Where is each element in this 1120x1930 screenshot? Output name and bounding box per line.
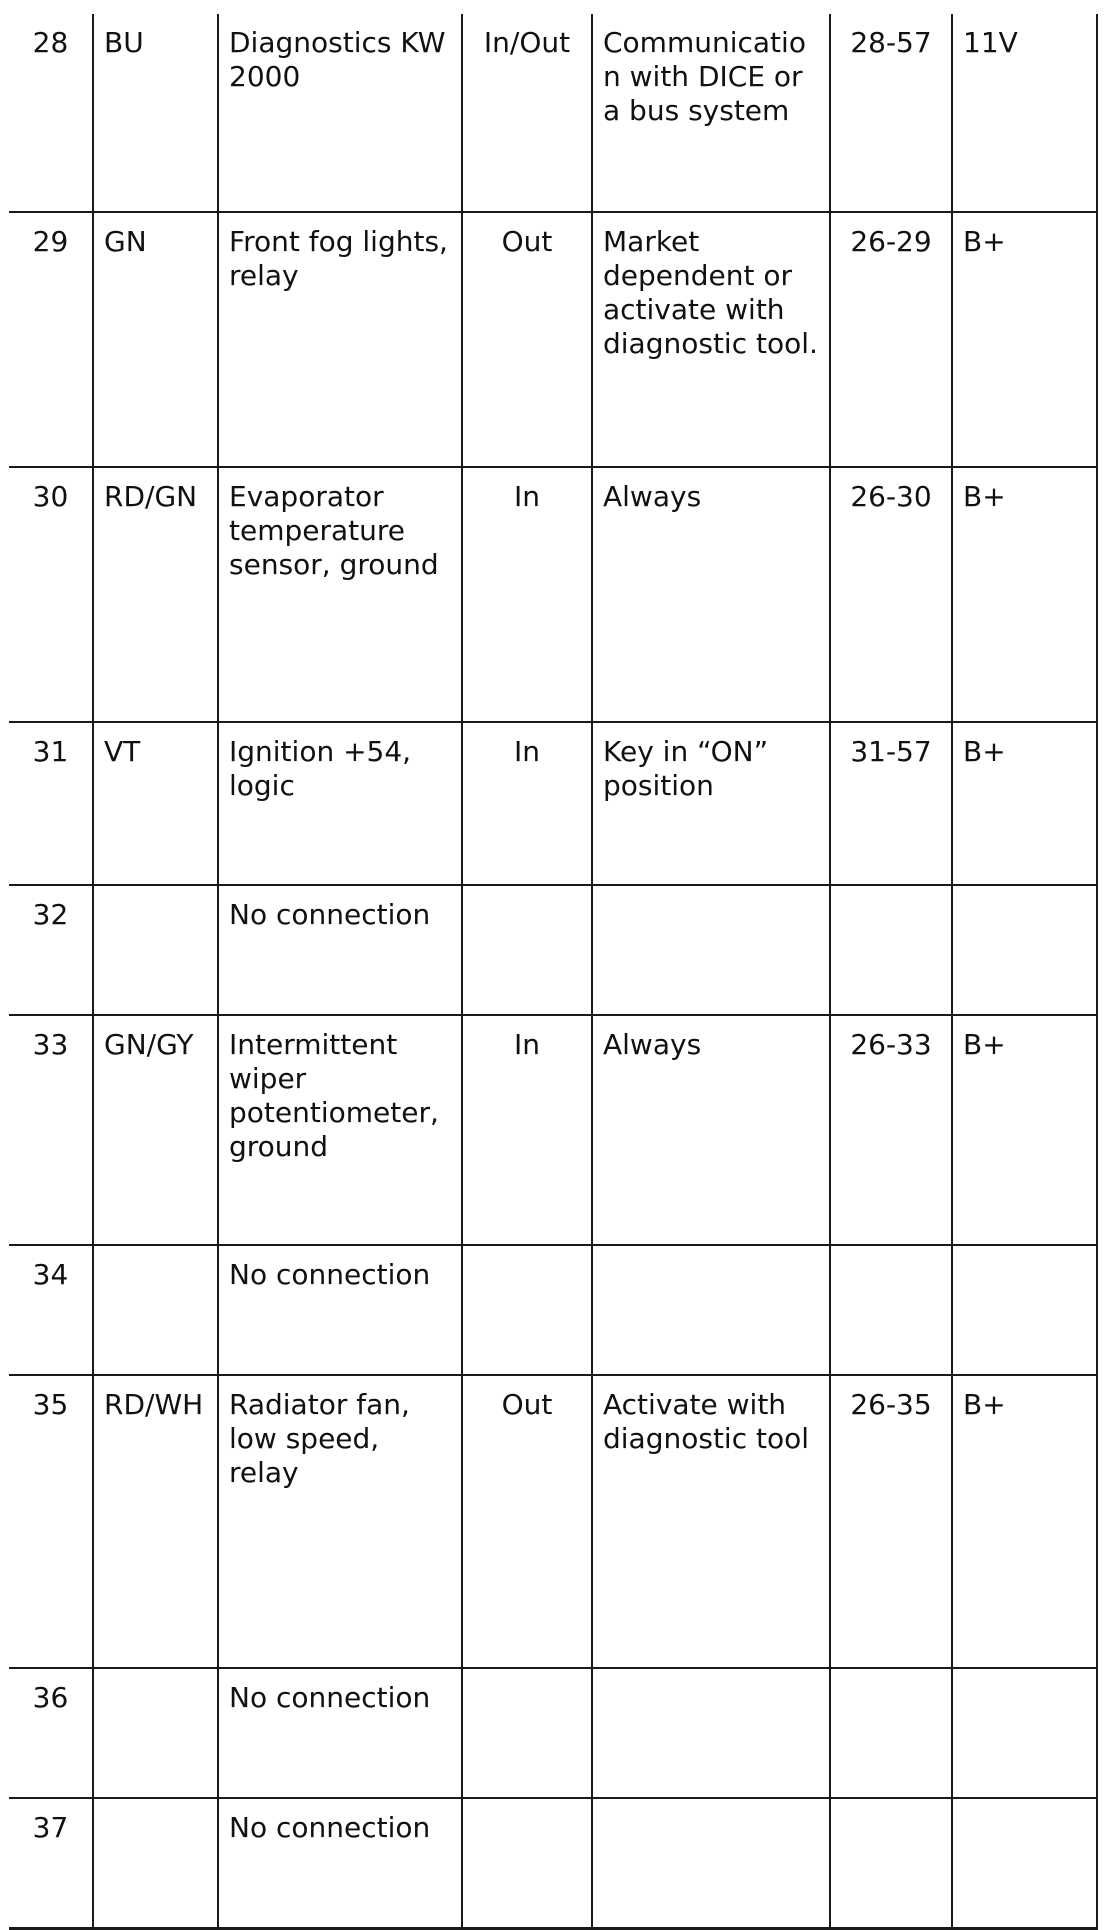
- direction-cell: Out: [462, 212, 592, 467]
- wire-color-cell: BU: [93, 14, 218, 212]
- measure-points-cell: [830, 885, 952, 1015]
- pin-number-cell: 36: [9, 1668, 93, 1798]
- wire-color-cell: [93, 1668, 218, 1798]
- condition-cell: [592, 1668, 830, 1798]
- table-row: [9, 1245, 1097, 1375]
- condition-cell: Key in “ON” position: [592, 722, 830, 885]
- measure-points-cell: 28-57: [830, 14, 952, 212]
- pin-number-cell: 32: [9, 885, 93, 1015]
- direction-cell: In: [462, 467, 592, 722]
- wire-color-cell: [93, 1245, 218, 1375]
- function-cell: Intermittent wiper potentiometer, ground: [218, 1015, 462, 1245]
- condition-cell: Market dependent or activate with diagnostic tool.: [592, 212, 830, 467]
- value-cell: [952, 1245, 1097, 1375]
- pin-number-cell: 30: [9, 467, 93, 722]
- direction-cell: [462, 1668, 592, 1798]
- value-cell: [952, 1798, 1097, 1928]
- condition-cell: Communication with DICE or a bus system: [592, 14, 830, 212]
- measure-points-cell: 26-30: [830, 467, 952, 722]
- function-cell: No connection: [218, 885, 462, 1015]
- value-cell: B+: [952, 212, 1097, 467]
- value-cell: B+: [952, 1015, 1097, 1245]
- measure-points-cell: 26-29: [830, 212, 952, 467]
- measure-points-cell: 26-33: [830, 1015, 952, 1245]
- value-cell: [952, 885, 1097, 1015]
- value-cell: B+: [952, 1375, 1097, 1668]
- function-cell: Front fog lights, relay: [218, 212, 462, 467]
- wire-color-cell: [93, 1798, 218, 1928]
- wire-color-cell: RD/GN: [93, 467, 218, 722]
- pin-number-cell: 35: [9, 1375, 93, 1668]
- table-row: [9, 1798, 1097, 1928]
- condition-cell: [592, 885, 830, 1015]
- table-row: [9, 885, 1097, 1015]
- table-row: [9, 14, 1097, 212]
- measure-points-cell: [830, 1668, 952, 1798]
- value-cell: 11V: [952, 14, 1097, 212]
- measure-points-cell: [830, 1245, 952, 1375]
- wire-color-cell: GN/GY: [93, 1015, 218, 1245]
- pin-number-cell: 33: [9, 1015, 93, 1245]
- direction-cell: In: [462, 722, 592, 885]
- table-row: [9, 722, 1097, 885]
- measure-points-cell: [830, 1798, 952, 1928]
- function-cell: Diagnostics KW 2000: [218, 14, 462, 212]
- pin-number-cell: 37: [9, 1798, 93, 1928]
- direction-cell: In/Out: [462, 14, 592, 212]
- pin-table-body: [9, 14, 1097, 1928]
- wire-color-cell: GN: [93, 212, 218, 467]
- value-cell: B+: [952, 722, 1097, 885]
- value-cell: B+: [952, 467, 1097, 722]
- function-cell: No connection: [218, 1668, 462, 1798]
- condition-cell: Activate with diagnostic tool: [592, 1375, 830, 1668]
- function-cell: No connection: [218, 1245, 462, 1375]
- measure-points-cell: 31-57: [830, 722, 952, 885]
- table-row: [9, 1375, 1097, 1668]
- pin-number-cell: 31: [9, 722, 93, 885]
- value-cell: [952, 1668, 1097, 1798]
- function-cell: Radiator fan, low speed, relay: [218, 1375, 462, 1668]
- pin-number-cell: 28: [9, 14, 93, 212]
- table-row: [9, 1015, 1097, 1245]
- wire-color-cell: RD/WH: [93, 1375, 218, 1668]
- table-row: [9, 467, 1097, 722]
- function-cell: Ignition +54, logic: [218, 722, 462, 885]
- condition-cell: [592, 1245, 830, 1375]
- pin-number-cell: 29: [9, 212, 93, 467]
- direction-cell: [462, 885, 592, 1015]
- table-row: [9, 212, 1097, 467]
- pin-number-cell: 34: [9, 1245, 93, 1375]
- wire-color-cell: [93, 885, 218, 1015]
- condition-cell: Always: [592, 467, 830, 722]
- measure-points-cell: 26-35: [830, 1375, 952, 1668]
- direction-cell: [462, 1798, 592, 1928]
- table-row: [9, 1668, 1097, 1798]
- direction-cell: [462, 1245, 592, 1375]
- function-cell: Evaporator temperature sensor, ground: [218, 467, 462, 722]
- function-cell: No connection: [218, 1798, 462, 1928]
- direction-cell: Out: [462, 1375, 592, 1668]
- pin-table: [9, 14, 1098, 1930]
- direction-cell: In: [462, 1015, 592, 1245]
- wire-color-cell: VT: [93, 722, 218, 885]
- condition-cell: [592, 1798, 830, 1928]
- condition-cell: Always: [592, 1015, 830, 1245]
